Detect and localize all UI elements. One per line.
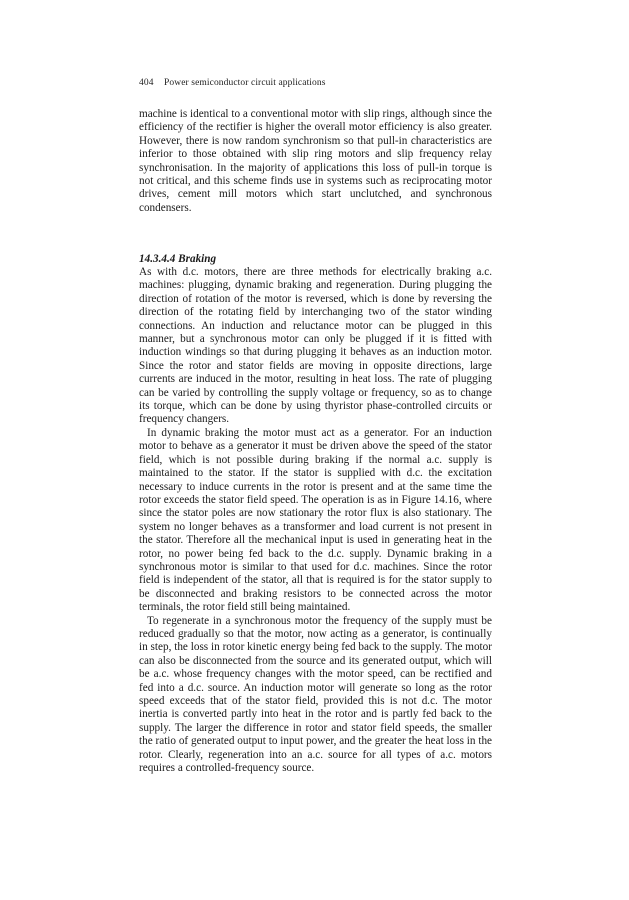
page-number: 404 [139, 78, 154, 88]
paragraph-regeneration: To regenerate in a synchronous motor the frequency of the supply must be reduced gradually so that the motor, now acting as a generator, is continually in step, the loss in rotor kinetic energy being fed back to the supply. The motor can also be disconnected from the source and its generated output, which will be a.c. whose frequency changes with the motor speed, can be rectified and fed into a d.c. source. An induction motor will generate so long as the rotor speed exceeds that of the stator field, provided this is not d.c. The motor inertia is converted partly into heat in the rotor and is partly fed back to the supply. The larger the difference in rotor and stator field speeds, the smaller the ratio of generated output to input power, and the greater the heat loss in the rotor. Clearly, regeneration into an a.c. source for all types of a.c. motors requires a controlled-frequency source. [139, 614, 492, 775]
running-header [139, 78, 326, 88]
continued-paragraph: machine is identical to a conventional motor with slip rings, although since the efficiency of the rectifier is higher the overall motor efficiency is also greater. However, there is now random synchronism so that pull-in characteristics are inferior to those obtained with slip ring motors and slip frequency relay synchronisation. In the majority of applications this loss of pull-in torque is not critical, and this scheme finds use in systems such as reciprocating motor drives, cement mill motors which start unclutched, and synchronous condensers. [139, 108, 492, 214]
continued-paragraph-block [139, 108, 492, 215]
running-title: Power semiconductor circuit applications [164, 78, 326, 88]
paragraph-dynamic-braking: In dynamic braking the motor must act as a generator. For an induction motor to behave as a generator it must be driven above the speed of the stator field, which is not possible during braking if the normal a.c. supply is maintained to the stator. If the stator is supplied with d.c. the excitation necessary to induce currents in the rotor is present and at the same time the rotor exceeds the stator field speed. The operation is as in Figure 14.16, where since the stator poles are now stationary the rotor flux is also stationary. The system no longer behaves as a transformer and load current is not present in the stator. Therefore all the mechanical input is used in generating heat in the rotor, no power being fed back to the d.c. supply. Dynamic braking in a synchronous motor is similar to that used for d.c. machines. Since the rotor field is independent of the stator, all that is required is for the stator supply to be disconnected and braking resistors to be connected across the motor terminals, the rotor field still being maintained. [139, 426, 492, 614]
braking-section-body [139, 266, 492, 775]
paragraph-braking-methods: As with d.c. motors, there are three methods for electrically braking a.c. machines: plugging, dynamic braking and regeneration. During plugging the direction of rotation of the motor is reversed, which is done by reversing the direction of the rotating field by interchanging two of the stator winding connections. An induction and reluctance motor can be plugged in this manner, but a synchronous motor can only be plugged if it is fitted with induction windings so that during plugging it behaves as an induction motor. Since the rotor and stator fields are moving in opposite directions, large currents are induced in the motor, resulting in heat loss. The rate of plugging can be varied by controlling the supply voltage or frequency, so as to change its torque, which can be done by using thyristor phase-controlled circuits or frequency changers. [139, 266, 492, 426]
section-heading-braking: 14.3.4.4 Braking [139, 253, 217, 265]
